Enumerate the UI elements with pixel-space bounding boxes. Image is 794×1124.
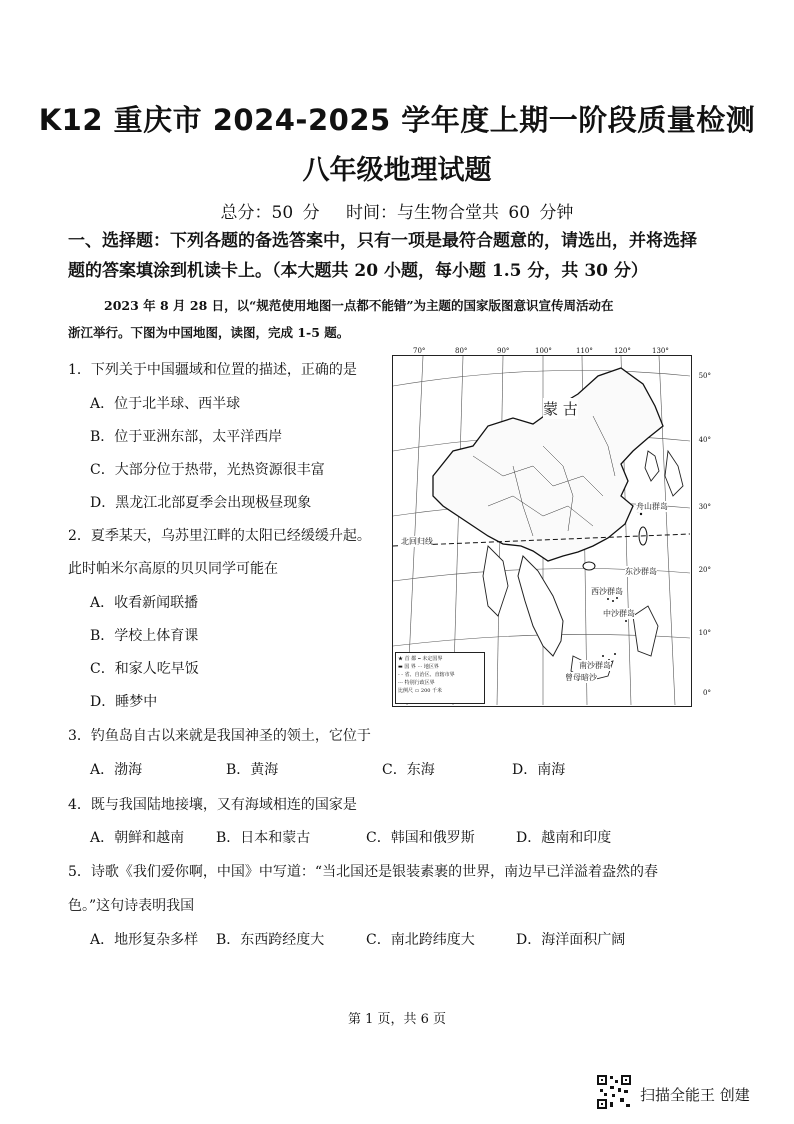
question-3-stem: 3．钓鱼岛自古以来就是我国神圣的领土，它位于 — [68, 728, 371, 744]
q5-option-c: C．南北跨纬度大 — [366, 932, 475, 948]
exam-title: K12 重庆市 2024-2025 学年度上期一阶段质量检测 — [38, 103, 756, 137]
lon-label-130: 130° — [652, 347, 669, 355]
q1-option-a: A．位于北半球、西半球 — [90, 396, 241, 412]
qr-code-icon — [596, 1074, 632, 1110]
china-map — [392, 347, 711, 707]
q4-option-c: C．韩国和俄罗斯 — [366, 830, 475, 846]
page-number: 第 1 页，共 6 页 — [347, 1012, 447, 1027]
q1-option-c: C．大部分位于热带，光热资源很丰富 — [90, 462, 325, 478]
intro-line-1: 2023 年 8 月 28 日，以“规范使用地图一点都不能错”为主题的国家版图意识宣传周活动在 — [104, 298, 614, 313]
lon-label-120: 120° — [614, 347, 631, 355]
q4-option-d: D．越南和印度 — [516, 830, 612, 846]
section-line-1: 一、选择题：下列各题的备选答案中，只有一项是最符合题意的，请选出，并将选择 — [68, 231, 697, 251]
label-tropic-of-cancer: 北回归线 — [401, 537, 433, 546]
lon-label-100: 100° — [535, 347, 552, 355]
exam-subtitle: 八年级地理试题 — [302, 155, 492, 186]
label-xisha: 西沙群岛 — [591, 587, 623, 596]
lat-label-40: 40° — [698, 436, 711, 444]
q1-option-d: D．黑龙江北部夏季会出现极昼现象 — [90, 495, 312, 511]
q3-option-b: B．黄海 — [226, 762, 279, 778]
lat-label-50: 50° — [698, 372, 711, 380]
q3-option-a: A．渤海 — [90, 762, 143, 778]
lon-label-110: 110° — [576, 347, 593, 355]
lon-label-90: 90° — [497, 347, 510, 355]
label-zengmu: 曾母暗沙 — [565, 673, 597, 682]
lon-label-80: 80° — [455, 347, 468, 355]
q3-option-d: D．南海 — [512, 762, 566, 778]
question-5-stem-cont: 色。”这句诗表明我国 — [68, 898, 195, 914]
lat-label-0: 0° — [703, 689, 711, 697]
lat-label-10: 10° — [698, 629, 711, 637]
label-zhongsha: 中沙群岛 — [603, 609, 635, 618]
q5-option-b: B．东西跨经度大 — [216, 932, 325, 948]
label-nansha: 南沙群岛 — [579, 661, 611, 670]
map-intro — [68, 292, 718, 346]
lat-label-20: 20° — [698, 566, 711, 574]
label-zhoushan: 舟山群岛 — [636, 502, 668, 511]
question-1-stem: 1．下列关于中国疆域和位置的描述，正确的是 — [68, 362, 357, 378]
q2-option-a: A．收看新闻联播 — [90, 595, 199, 611]
q5-option-d: D．海洋面积广阔 — [516, 932, 626, 948]
question-5-stem: 5．诗歌《我们爱你啊，中国》中写道：“当北国还是银装素裹的世界，南边早已洋溢着盎然的春 — [68, 864, 659, 880]
lon-label-70: 70° — [413, 347, 426, 355]
q1-option-b: B．位于亚洲东部，太平洋西岸 — [90, 429, 283, 445]
question-2-stem-cont: 此时帕米尔高原的贝贝同学可能在 — [68, 561, 278, 577]
section-line-2: 题的答案填涂到机读卡上。（本大题共 20 小题，每小题 1.5 分，共 30 分） — [68, 261, 648, 281]
legend-item-capital: ★ 首 都 ┅ 未定国界 — [398, 656, 443, 662]
intro-line-2: 浙江举行。下图为中国地图，读图，完成 1-5 题。 — [68, 325, 350, 340]
q3-option-c: C．东海 — [382, 762, 435, 778]
label-mongolia: 蒙 古 — [543, 400, 578, 418]
scanner-watermark-text: 扫描全能王 创建 — [640, 1086, 750, 1104]
q2-option-d: D．睡梦中 — [90, 694, 158, 710]
q5-option-a: A．地形复杂多样 — [90, 932, 199, 948]
question-2-stem: 2．夏季某天，乌苏里江畔的太阳已经缓缓升起。 — [68, 528, 371, 544]
map-legend — [395, 652, 485, 704]
section-instructions — [68, 226, 728, 286]
score-time-line: 总分：50 分 时间：与生物合堂共 60 分钟 — [220, 203, 574, 223]
legend-item-province: - - 省、自治区、直辖市界 — [398, 672, 455, 678]
legend-scale: 比例尺 ▭ 200 千米 — [398, 688, 443, 694]
legend-item-sar: -·- 特别行政区界 — [398, 680, 435, 686]
q4-option-b: B．日本和蒙古 — [216, 830, 311, 846]
label-dongsha: 东沙群岛 — [625, 567, 657, 576]
legend-item-border: ▬ 国 界 ··· 地区界 — [398, 664, 439, 670]
q2-option-c: C．和家人吃早饭 — [90, 661, 199, 677]
q4-option-a: A．朝鲜和越南 — [90, 830, 185, 846]
question-4-stem: 4．既与我国陆地接壤，又有海域相连的国家是 — [68, 797, 357, 813]
q2-option-b: B．学校上体育课 — [90, 628, 199, 644]
lat-label-30: 30° — [698, 503, 711, 511]
